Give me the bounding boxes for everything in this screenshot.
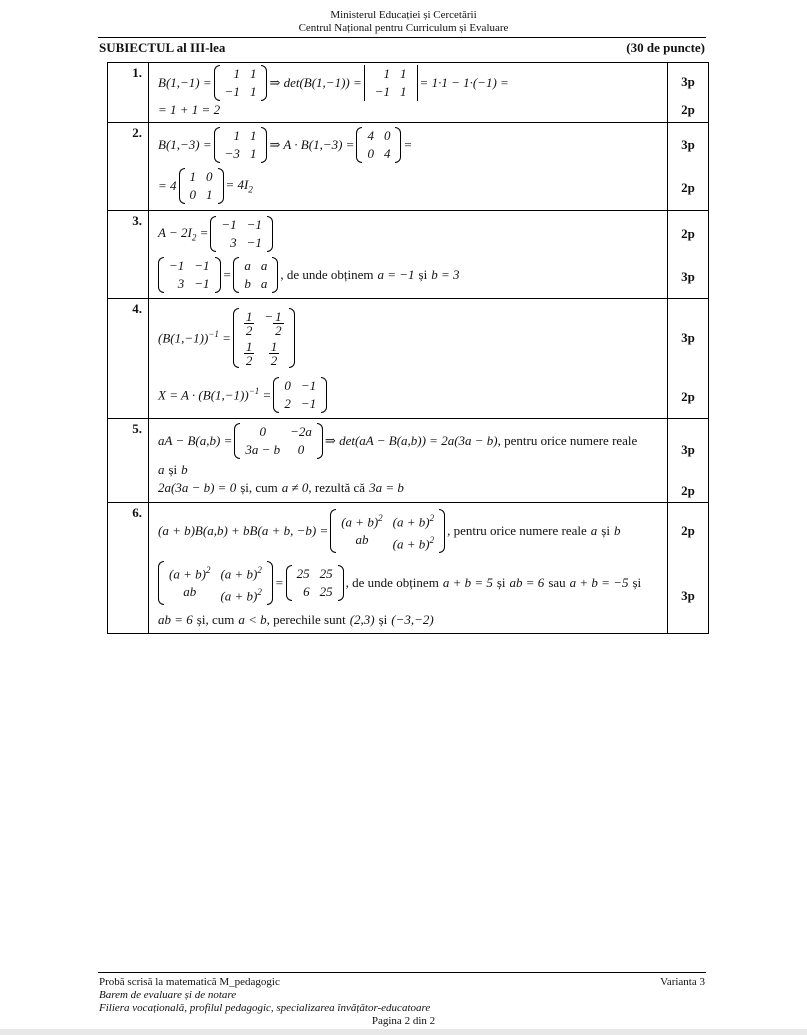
solution-line — [158, 609, 661, 631]
table-row — [108, 123, 709, 211]
subject-points: (30 de puncte) — [626, 40, 705, 55]
header-divider — [98, 37, 706, 38]
points-cell: 3p 2p — [668, 299, 709, 419]
text: și — [378, 612, 388, 627]
formula: = 1 + 1 = 2 — [158, 102, 221, 117]
footer-exam: Probă scrisă la matematică M_pedagogic — [99, 976, 280, 988]
matrix: 1 0 0 1 — [179, 168, 224, 204]
points-cell: 3p 2p — [668, 419, 709, 503]
formula: ab = 6 — [158, 612, 193, 627]
item-solution — [149, 63, 668, 123]
matrix: 25 25 6 25 — [286, 565, 344, 601]
solution-line — [158, 165, 661, 207]
formula: 3a = b — [369, 480, 404, 495]
matrix: 4 0 0 4 — [356, 127, 401, 163]
text: , perechile sunt — [266, 612, 346, 627]
formula: = — [274, 575, 284, 590]
text: și, cum — [196, 612, 235, 627]
formula: ⇒ det(aA − B(a,b)) = 2a(3a − b) — [324, 433, 498, 448]
points-cell: 3p 2p — [668, 63, 709, 123]
matrix: −1 −1 3 −1 — [158, 257, 221, 293]
table-row — [108, 419, 709, 503]
footer-divider — [98, 972, 706, 973]
text: și — [632, 575, 642, 590]
formula: (2,3) — [349, 612, 375, 627]
formula: = — [222, 267, 232, 282]
footer-profile: Filiera vocațională, profilul pedagogic, specializarea învățător-educatoare — [99, 1002, 431, 1014]
text: și — [418, 267, 428, 282]
formula: aA − B(a,b) = — [158, 433, 233, 448]
formula: = 1·1 − 1·(−1) = — [419, 75, 509, 90]
item-number: 4. — [108, 299, 149, 419]
solution-line — [158, 213, 661, 255]
matrix: 1 1 −3 1 — [214, 127, 268, 163]
solution-line — [158, 125, 661, 165]
formula: (a + b)B(a,b) + bB(a + b, −b) = — [158, 523, 329, 538]
matrix: a a b a — [233, 257, 278, 293]
formula: (−3,−2) — [391, 612, 434, 627]
text: și — [168, 462, 178, 477]
formula: ⇒ det(B(1,−1)) = — [269, 75, 362, 90]
determinant: 1 1 −1 1 — [364, 65, 418, 101]
formula: = 4 — [158, 178, 177, 193]
text: , pentru orice numere reale — [447, 523, 587, 538]
text: și — [601, 523, 610, 538]
fraction-matrix: $\frac{1}{2}$ − $\frac{1}{2}$ $\frac{1}{2}$ $\frac{1}{2}$ — [233, 308, 295, 368]
grading-table — [107, 62, 709, 634]
subject-title: SUBIECTUL al III-lea — [99, 40, 226, 55]
item-solution — [149, 123, 668, 211]
text: sau — [548, 575, 566, 590]
item-number: 1. — [108, 63, 149, 123]
formula: $A - 2I_2$ = — [158, 225, 209, 243]
solution-line — [158, 505, 661, 557]
formula: ⇒ A · B(1,−3) = — [269, 137, 355, 152]
item-solution — [149, 211, 668, 299]
formula: = — [403, 137, 413, 152]
solution-line — [158, 479, 661, 497]
solution-line — [158, 255, 661, 295]
header-ministry: Ministerul Educației și Cercetării — [330, 9, 477, 21]
item-number: 6. — [108, 503, 149, 634]
formula: $X = A \cdot (B(1,-1))^{-1}$ = — [158, 386, 272, 403]
item-number: 3. — [108, 211, 149, 299]
matrix: −1 −1 3 −1 — [210, 216, 273, 252]
text: , rezultă că — [308, 480, 366, 495]
formula: b = 3 — [431, 267, 460, 282]
matrix: $(a + b)^2$ $(a + b)^2$ ab $(a + b)^2$ — [158, 561, 273, 606]
footer-variant: Varianta 3 — [660, 976, 705, 988]
solution-line — [158, 301, 661, 375]
matrix: 0 −2a 3a − b 0 — [234, 423, 323, 459]
item-number: 5. — [108, 419, 149, 503]
solution-line — [158, 557, 661, 609]
formula: a = −1 — [377, 267, 415, 282]
item-solution — [149, 503, 668, 634]
text: și, cum — [240, 480, 278, 495]
formula: a < b — [238, 612, 267, 627]
solution-line — [158, 375, 661, 415]
footer-barem: Barem de evaluare și de notare — [99, 989, 237, 1001]
matrix: $(a + b)^2$ $(a + b)^2$ ab $(a + b)^2$ — [330, 509, 445, 554]
formula: b — [613, 523, 621, 538]
points-cell: 3p 2p — [668, 123, 709, 211]
formula: b — [181, 462, 188, 477]
item-solution — [149, 419, 668, 503]
matrix: 1 1 −1 1 — [214, 65, 268, 101]
formula: B(1,−3) = — [158, 137, 212, 152]
formula: a + b = 5 — [442, 575, 493, 590]
formula: 2a(3a − b) = 0 — [158, 480, 237, 495]
item-number: 2. — [108, 123, 149, 211]
points-cell: 2p 3p — [668, 503, 709, 634]
formula: a — [158, 462, 165, 477]
text: și — [496, 575, 506, 590]
formula: = $4I_2$ — [225, 177, 253, 195]
item-solution — [149, 299, 668, 419]
points-cell: 2p 3p — [668, 211, 709, 299]
table-row — [108, 211, 709, 299]
page-number: Pagina 2 din 2 — [371, 1015, 436, 1027]
table-row — [108, 503, 709, 634]
formula: a + b = −5 — [569, 575, 629, 590]
table-row — [108, 63, 709, 123]
formula: a ≠ 0 — [281, 480, 309, 495]
text: , de unde obținem — [280, 267, 374, 282]
table-row — [108, 299, 709, 419]
solution-line — [158, 461, 661, 479]
text: , de unde obținem — [345, 575, 439, 590]
text: , pentru orice numere reale — [497, 433, 638, 448]
matrix: 0 −1 2 −1 — [273, 377, 327, 413]
formula: B(1,−1) = — [158, 75, 212, 90]
solution-line — [158, 101, 661, 119]
formula: $(B(1,-1))^{-1}$ = — [158, 329, 231, 346]
header-center: Centrul Național pentru Curriculum și Evaluare — [298, 22, 509, 34]
solution-line — [158, 65, 661, 101]
page-edge — [0, 1029, 807, 1035]
formula: ab = 6 — [509, 575, 545, 590]
formula: a — [590, 523, 598, 538]
solution-line — [158, 421, 661, 461]
